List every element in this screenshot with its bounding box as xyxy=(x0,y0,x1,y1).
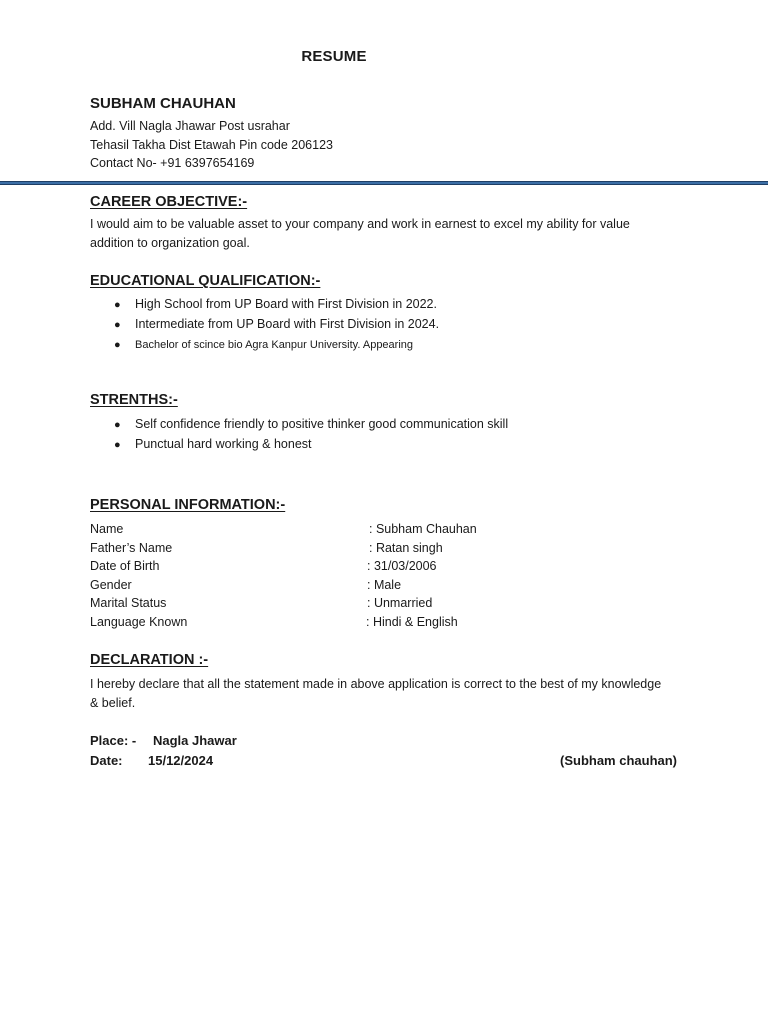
place-label: Place: - xyxy=(90,733,137,748)
education-item-text: High School from UP Board with First Division in 2022. xyxy=(135,297,437,311)
personal-label-marital: Marital Status xyxy=(90,596,167,610)
personal-label-gender: Gender xyxy=(90,577,132,592)
career-objective-line-2: addition to organization goal. xyxy=(90,235,250,250)
personal-label-dob: Date of Birth xyxy=(90,559,160,573)
strength-item xyxy=(114,435,312,454)
personal-label-language: Language Known xyxy=(90,614,188,629)
strength-item xyxy=(114,415,508,434)
candidate-name: SUBHAM CHAUHAN xyxy=(90,95,236,112)
strength-item-text: Punctual hard working & honest xyxy=(135,437,312,451)
bullet-icon: ● xyxy=(114,319,121,331)
date-label: Date: xyxy=(90,753,123,768)
strength-item-text: Self confidence friendly to positive thinker good communication skill xyxy=(135,417,509,431)
personal-value-father: : Ratan singh xyxy=(369,540,443,555)
resume-title: RESUME xyxy=(301,48,367,65)
personal-info-heading: PERSONAL INFORMATION:- xyxy=(90,497,286,513)
career-objective-heading: CAREER OBJECTIVE:- xyxy=(90,194,248,210)
bullet-icon: ● xyxy=(114,299,121,311)
career-objective-line-1: I would aim to be valuable asset to your company and work in earnest to excel my ability for value xyxy=(90,217,630,231)
strengths-heading: STRENTHS:- xyxy=(90,392,178,408)
personal-value-dob: : 31/03/2006 xyxy=(367,559,437,573)
bullet-icon: ● xyxy=(114,419,121,431)
education-item xyxy=(114,295,437,314)
bullet-icon: ● xyxy=(114,439,121,451)
personal-label-father: Father’s Name xyxy=(90,540,173,555)
address-line-1: Add. Vill Nagla Jhawar Post usrahar xyxy=(90,119,290,133)
header-divider xyxy=(0,181,768,185)
date-value: 15/12/2024 xyxy=(148,753,214,768)
personal-value-gender: : Male xyxy=(367,577,402,592)
education-item xyxy=(114,315,439,334)
personal-value-name: : Subham Chauhan xyxy=(369,522,477,536)
education-item-text: Intermediate from UP Board with First Division in 2024. xyxy=(135,317,440,331)
signature-name: (Subham chauhan) xyxy=(560,753,678,768)
personal-value-marital: : Unmarried xyxy=(367,596,433,610)
bullet-icon: ● xyxy=(114,339,121,351)
education-item xyxy=(114,336,413,354)
declaration-line-1: I hereby declare that all the statement made in above application is correct to the best of my knowledge xyxy=(90,677,662,691)
contact-number: Contact No- +91 6397654169 xyxy=(90,156,255,170)
declaration-heading: DECLARATION :- xyxy=(90,652,209,668)
place-value: Nagla Jhawar xyxy=(153,733,237,748)
personal-label-name: Name xyxy=(90,522,124,536)
declaration-line-2: & belief. xyxy=(90,695,136,710)
personal-value-language: : Hindi & English xyxy=(366,614,458,629)
education-item-text: Bachelor of scince bio Agra Kanpur University. Appearing xyxy=(135,339,414,351)
education-heading: EDUCATIONAL QUALIFICATION:- xyxy=(90,273,321,289)
address-line-2: Tehasil Takha Dist Etawah Pin code 206123 xyxy=(90,137,333,152)
